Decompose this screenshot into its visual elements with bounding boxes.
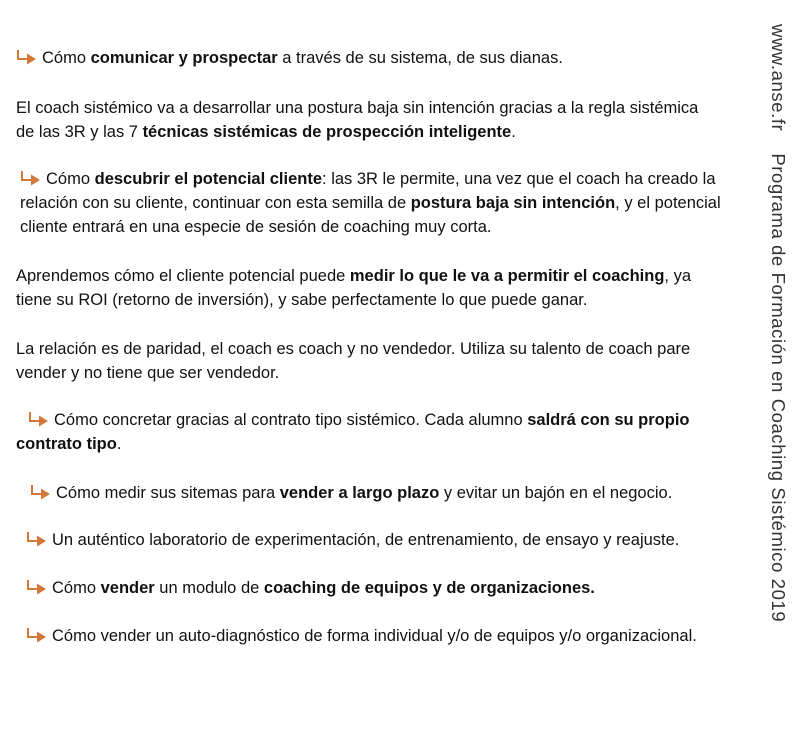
bullet-item-communicate: [16, 46, 563, 70]
paragraph-posture: [16, 96, 698, 144]
text-line: [20, 167, 721, 191]
text-line: [16, 408, 690, 432]
text-line: [16, 120, 698, 144]
vertical-sidebar-text: [764, 24, 792, 622]
arrow-bullet-icon: [26, 579, 48, 595]
text-run: relación con su cliente, continuar con esta semilla de: [20, 194, 411, 212]
text-run: de las 3R y las 7: [16, 123, 143, 141]
text-line: La relación es de paridad, el coach es coach y no vendedor. Utiliza su talento de coach pare: [16, 340, 691, 358]
text-run: Cómo concretar gracias al contrato tipo sistémico. Cada alumno: [54, 411, 528, 429]
bold-text: descubrir el potencial cliente: [94, 170, 323, 188]
bold-text: comunicar y prospectar: [90, 49, 278, 67]
bullet-item-self-diagnosis: [26, 624, 697, 648]
paragraph-roi: [16, 264, 691, 312]
arrow-bullet-icon: [26, 531, 48, 547]
text-run: .: [116, 435, 122, 453]
bold-text: postura baja sin intención: [410, 194, 616, 212]
arrow-bullet-icon: [26, 627, 48, 643]
paragraph-parity: [16, 337, 690, 385]
program-title: Programa de Formación en Coaching Sistémico 2019: [768, 153, 789, 623]
text-line: [20, 191, 721, 215]
text-line: [26, 576, 595, 600]
bold-text: vender: [100, 579, 155, 597]
text-run: Cómo medir sus sitemas para: [56, 484, 280, 502]
text-line: tiene su ROI (retorno de inversión), y sabe perfectamente lo que puede ganar.: [16, 291, 588, 309]
text-line: [26, 624, 697, 648]
text-run: y evitar un bajón en el negocio.: [439, 484, 673, 502]
bold-text: técnicas sistémicas de prospección inteligente: [142, 123, 512, 141]
website-link[interactable]: www.anse.fr: [768, 24, 789, 132]
bold-text: vender a largo plazo: [279, 484, 440, 502]
text-run: : las 3R le permite, una vez que el coach ha creado la: [322, 170, 716, 188]
text-run: un modulo de: [154, 579, 264, 597]
text-run: , ya: [664, 267, 692, 285]
text-line: vender y no tiene que ser vendedor.: [16, 364, 280, 382]
text-line: [16, 432, 690, 456]
bold-text: saldrá con su propio: [527, 411, 690, 429]
text-line: [26, 528, 679, 552]
arrow-bullet-icon: [28, 411, 50, 427]
text-run: Cómo: [42, 49, 91, 67]
text-line: [16, 46, 563, 70]
bold-text: medir lo que le va a permitir el coaching: [349, 267, 665, 285]
text-line: [30, 481, 672, 505]
text-run: Cómo: [46, 170, 95, 188]
arrow-bullet-icon: [16, 49, 38, 65]
bold-text: coaching de equipos y de organizaciones.: [263, 579, 595, 597]
text-run: Aprendemos cómo el cliente potencial puede: [16, 267, 350, 285]
arrow-bullet-icon: [30, 484, 52, 500]
text-run: Cómo vender un auto-diagnóstico de forma individual y/o de equipos y/o organizacional.: [52, 627, 697, 645]
text-line: [16, 264, 691, 288]
bullet-item-long-term: [30, 481, 672, 505]
bullet-item-teams: [26, 576, 595, 600]
bullet-item-contract: [16, 408, 690, 456]
text-run: Un auténtico laboratorio de experimentación, de entrenamiento, de ensayo y reajuste.: [52, 531, 680, 549]
bold-text: contrato tipo: [16, 435, 117, 453]
text-run: , y el potencial: [615, 194, 721, 212]
text-line: cliente entrará en una especie de sesión de coaching muy corta.: [20, 218, 492, 236]
text-run: .: [511, 123, 516, 141]
text-line: El coach sistémico va a desarrollar una postura baja sin intención gracias a la regla sistémica: [16, 99, 699, 117]
arrow-bullet-icon: [20, 170, 42, 186]
text-run: a través de su sistema, de sus dianas.: [277, 49, 563, 67]
text-run: Cómo: [52, 579, 101, 597]
bullet-item-discover: [20, 167, 721, 239]
bullet-item-laboratory: [26, 528, 679, 552]
